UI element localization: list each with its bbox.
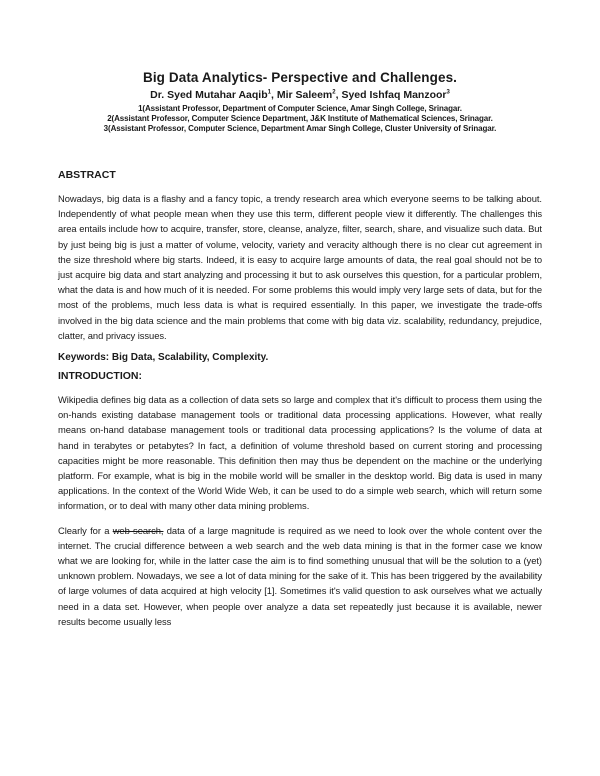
intro-paragraph-1: Wikipedia defines big data as a collection of data sets so large and complex that it's difficult to process them using the on-hands existing database management tools or traditional data processing applications. However, what really means on-hand database management tools or traditional data processing applications? Is the volume of data at hand in terabytes or petabytes? In fact, a definition of volume threshold based on current storing and processing capacities might be more reasonable. This definition then may thus be dependent on the machine or the underlying platform. For example, what is big in the mobile world will be smaller in the desktop world. Big data is used in many applications. In the context of the World Wide Web, it can be used to do a simple web search, which will return some information, or to deal with many other data mining problems. [58,394,542,512]
intro-p2-lead: Clearly for a [58,524,113,536]
author-1: Dr. Syed Mutahar Aaqib [150,89,268,101]
author-list [0,89,600,101]
paper-title: Big Data Analytics- Perspective and Challenges. [142,70,458,85]
struck-text: web search, [112,524,164,536]
author-3: Syed Ishfaq Manzoor [341,89,447,101]
author-1-marker: 1 [267,89,271,96]
affiliation-2: 2(Assistant Professor, Computer Science Department, J&K Institute of Mathematical Sciences, Srinagar. [107,114,493,123]
intro-paragraph-2 [58,523,542,629]
author-separator: , [270,89,277,101]
introduction-heading: INTRODUCTION: [58,370,142,383]
paper-body [58,169,542,638]
paper-header [0,0,600,133]
author-2: Mir Saleem [276,89,333,101]
keywords-line: Keywords: Big Data, Scalability, Complexity. [58,352,269,364]
abstract-paragraph: Nowadays, big data is a flashy and a fancy topic, a trendy research area which everyone seems to be talking about. Independently of what people mean when they use this term, different people view it differently. The challenges this area entails include how to acquire, transfer, store, cleanse, analyze, filter, search, share, and visualize such data. But by just being big is just a matter of volume, velocity, variety and veracity although there is no clear cut agreement in the size threshold where big starts. Indeed, it is easy to acquire large amounts of data, the real goal should not be to just acquire big data and start analyzing and processing it but to ask ourselves this question, for a particular problem, what the data is and how much of it is needed. For some problems this would imply very large sets of data, but for the most of the problems, much less data is what is required essentially. In this paper, we investigate the trade-offs involved in the big data science and the main problems that come with big data viz. scalability, redundancy, prejudice, clatter, and privacy issues. [58,193,542,341]
intro-p2-rest: data of a large magnitude is required as we need to look over the whole content over the internet. The crucial difference between a web search and the web data mining is that in the former case we know what we are looking for, while in the latter case the aim is to find something unusual that will be the solution to a (yet) unknown problem. Nowadays, we see a lot of data mining for the sake of it. This has been triggered by the availability of large volumes of data acquired at high velocity [1]. Sometimes it's valid question to ask ourselves what we actually need in a data set. However, when people over analyze a data set repeatedly just because it is available, newer results become usually less [58,524,542,627]
affiliation-1: 1(Assistant Professor, Department of Computer Science, Amar Singh College, Srinagar. [138,104,462,113]
abstract-heading: ABSTRACT [58,169,116,181]
author-2-marker: 2 [332,89,336,96]
author-separator: , [335,89,342,101]
affiliation-3: 3(Assistant Professor, Computer Science, Department Amar Singh College, Cluster University of Srinagar. [103,124,497,133]
author-3-marker: 3 [446,89,450,96]
